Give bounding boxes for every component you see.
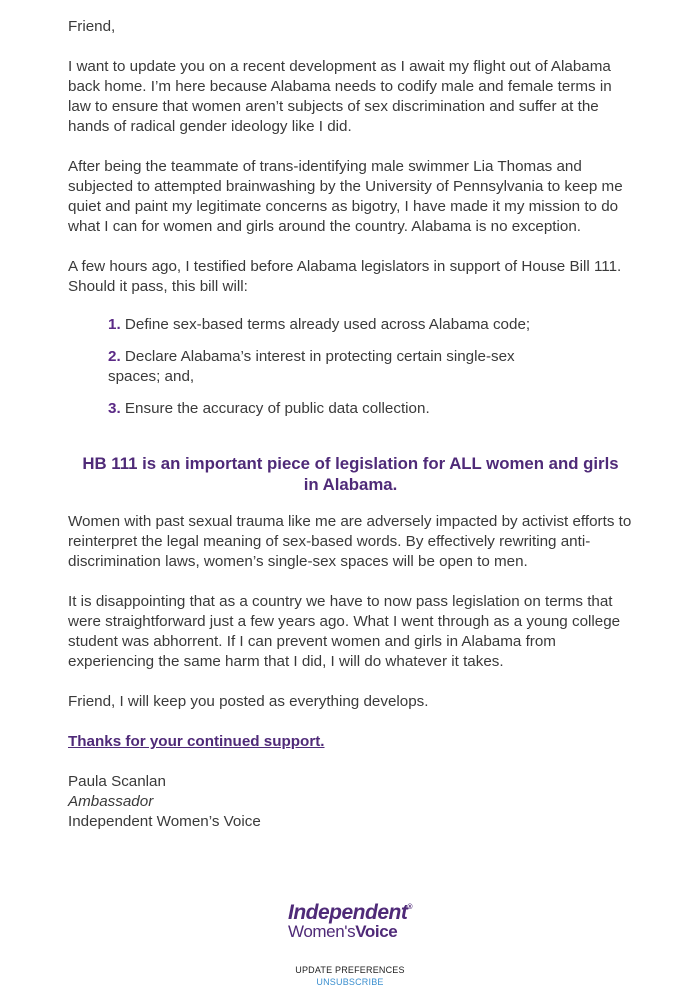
paragraph: After being the teammate of trans-identifying male swimmer Lia Thomas and subjected to attempted brainwashing by the University of Pennsylvania to keep me quiet and paint my legitimate concerns as bigotry, I have made it my mission to do what I can for women and girls around the country. Alabama is no exception. — [68, 158, 623, 235]
list-item — [108, 399, 553, 419]
paragraph: Friend, I will keep you posted as everything develops. — [68, 693, 429, 710]
logo-word-voice: Voice — [355, 922, 398, 941]
email-body — [68, 17, 633, 832]
list-text: Declare Alabama’s interest in protecting certain single-sex spaces; and, — [108, 348, 515, 385]
logo-line1 — [288, 902, 412, 923]
list-number: 2. — [108, 348, 121, 365]
list-number: 3. — [108, 400, 121, 417]
iwv-logo[interactable] — [0, 902, 700, 942]
thanks-paragraph — [68, 732, 633, 752]
trademark: ® — [407, 904, 412, 911]
signature-org: Independent Women’s Voice — [68, 813, 261, 830]
greeting: Friend, — [68, 18, 116, 35]
update-preferences-link[interactable]: UPDATE PREFERENCES — [295, 965, 405, 975]
paragraph: I want to update you on a recent development as I await my flight out of Alabama back home. I’m here because Alabama needs to codify male and female terms in law to ensure that women aren’t subjects of sex discrimination and suffer at the hands of radical gender ideology like I did. — [68, 58, 612, 135]
logo-word-independent: Independent — [287, 901, 408, 924]
list-item — [108, 347, 553, 387]
signature-title: Ambassador — [68, 793, 154, 810]
list-number: 1. — [108, 316, 121, 333]
footer-links — [0, 964, 700, 988]
signature-name: Paula Scanlan — [68, 773, 166, 790]
logo-line2 — [288, 923, 412, 940]
paragraph: It is disappointing that as a country we have to now pass legislation on terms that were straightforward just a few years ago. What I went through as a young college student was abhorrent. If I can prevent women and girls in Alabama from experiencing the same harm that I did, I will do whatever it takes. — [68, 593, 621, 670]
unsubscribe-link[interactable]: UNSUBSCRIBE — [316, 977, 384, 987]
paragraph: A few hours ago, I testified before Alabama legislators in support of House Bill 111. Should it pass, this bill will: — [68, 258, 622, 295]
bill-provisions-list — [108, 315, 553, 419]
signature — [68, 772, 633, 832]
paragraph: Women with past sexual trauma like me are adversely impacted by activist efforts to reinterpret the legal meaning of sex-based words. By effectively rewriting anti-discrimination laws, women’s single-sex spaces will be open to men. — [68, 513, 632, 570]
list-item — [108, 315, 553, 335]
callout-heading: HB 111 is an important piece of legislation for ALL women and girls in Alabama. — [82, 454, 619, 494]
thanks-link[interactable]: Thanks for your continued support. — [68, 733, 325, 750]
logo-word-womens: Women's — [287, 922, 356, 941]
list-text: Define sex-based terms already used across Alabama code; — [124, 316, 531, 333]
list-text: Ensure the accuracy of public data collection. — [124, 400, 430, 417]
